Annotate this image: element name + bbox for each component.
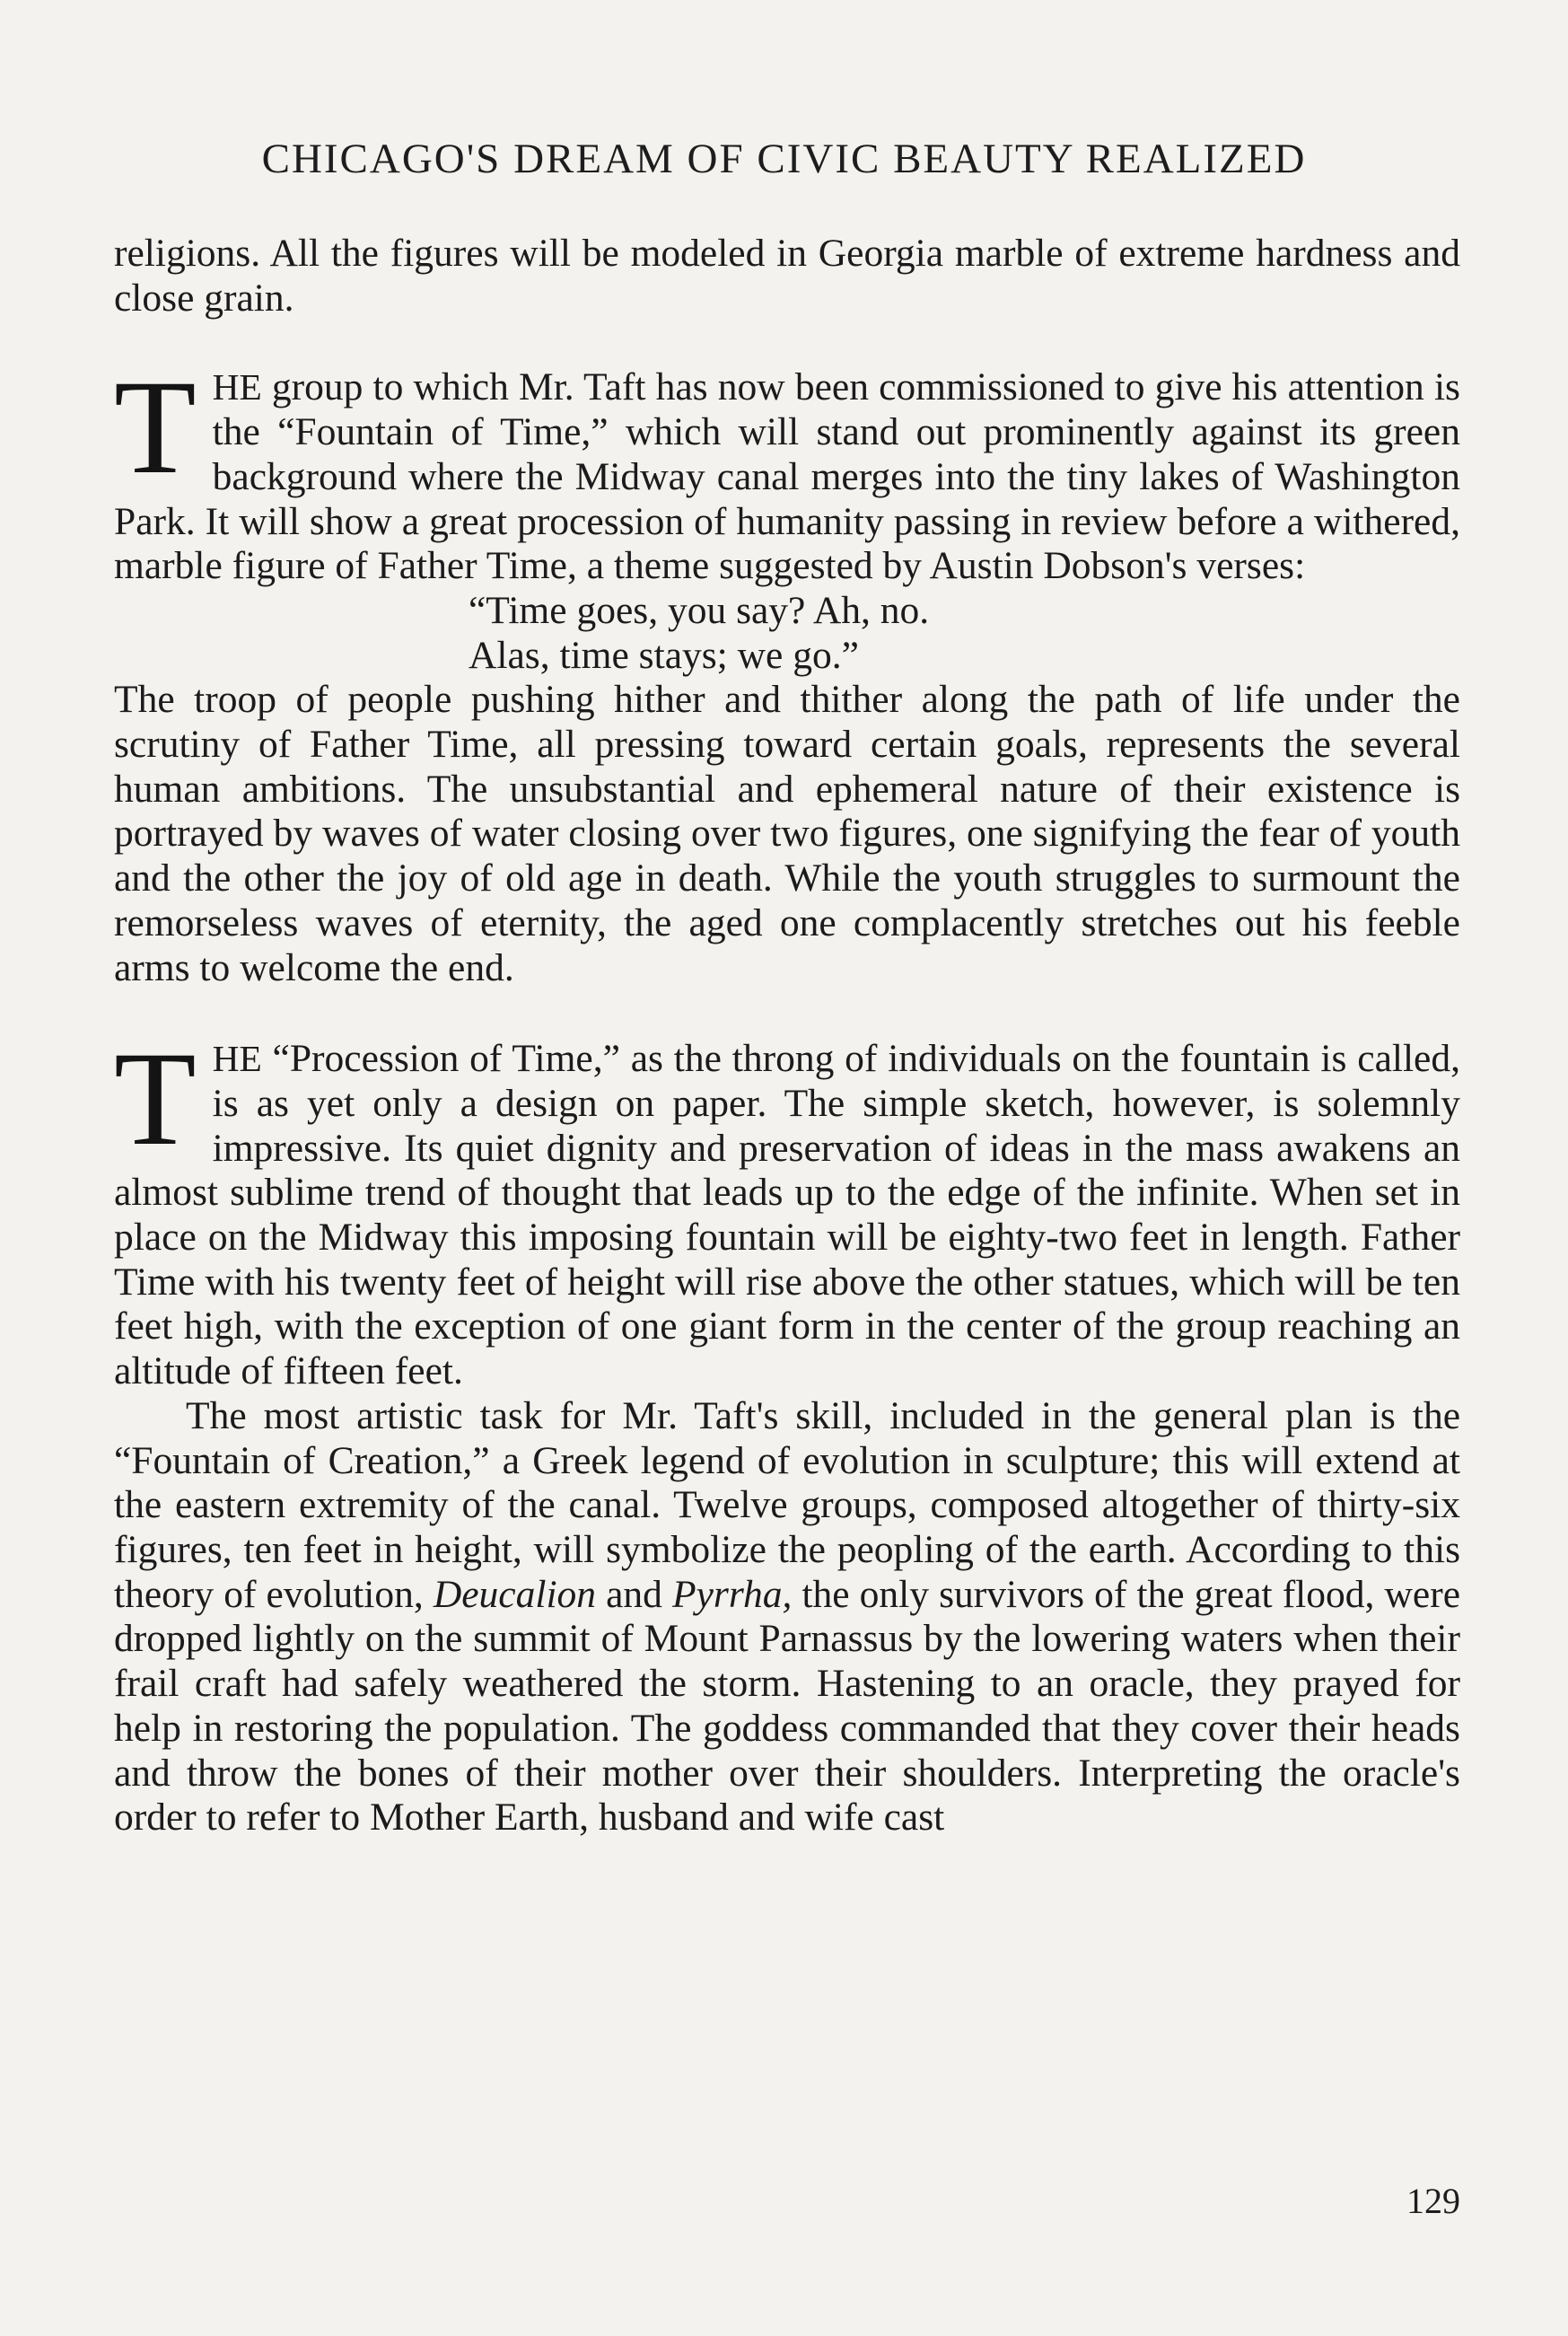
paragraph-continued: religions. All the figures will be modeled in Georgia marble of extreme hardness and close grain. (114, 232, 1460, 320)
running-head: CHICAGO'S DREAM OF CIVIC BEAUTY REALIZED (261, 136, 1307, 182)
body-text (114, 232, 1460, 1840)
drop-cap: T (114, 1024, 197, 1174)
paragraph-fountain-of-time (114, 353, 1460, 589)
paragraph-fountain-of-creation (114, 1394, 1460, 1840)
lead-word: HE (212, 366, 262, 408)
paragraph-text: and (596, 1572, 673, 1616)
verse-line: Alas, time stays; we go.” (469, 633, 859, 677)
paragraph-text: “Procession of Time,” as the throng of individuals on the fountain is called, is as yet only a design on paper. The simple sketch, however, is solemnly impressive. Its quiet dignity and preservation of ideas in the mass awakens an almost sublime trend of thought that leads up to the edge of the infinite. When set in place on the Midway this imposing fountain will be eighty-two feet in length. Father Time with his twenty feet of height will rise above the other statues, which will be ten feet high, with the exception of one giant form in the center of the group reaching an altitude of fifteen feet. (114, 1037, 1460, 1393)
paragraph-text: the only survivors of the great flood, were dropped lightly on the summit of Mount Parnassus by the lowering waters when their frail craft had safely weathered the storm. Hastening to an oracle, they prayed for help in restoring the population. The goddess commanded that they cover their heads and throw the bones of their mother over their shoulders. Interpreting the oracle's order to refer to Mother Earth, husband and wife cast (114, 1572, 1461, 1840)
paragraph-text: group to which Mr. Taft has now been commissioned to give his attention is the “Fountain of Time,” which will stand out prominently against its green background where the Midway canal merges into the tiny lakes of Washington Park. It will show a great procession of humanity passing in review before a withered, marble figure of Father Time, a theme suggested by Austin Dobson's verses: (114, 365, 1460, 588)
paragraph-text: The most artistic task for Mr. Taft's skill, included in the general plan is the “Fountain of Creation,” a Greek legend of evolution in sculpture; this will extend at the eastern extremity of the canal. Twelve groups, composed altogether of thirty-six figures, ten feet in height, will symbolize the peopling of the earth. According to this theory of evolution, (114, 1393, 1460, 1616)
drop-cap: T (114, 353, 197, 503)
italic-name: Pyrrha, (672, 1572, 793, 1616)
paragraph-procession-of-time (114, 1024, 1460, 1394)
lead-word: HE (212, 1038, 262, 1080)
italic-name: Deucalion (433, 1572, 597, 1616)
paragraph-after-verse: The troop of people pushing hither and thither along the path of life under the scrutiny of Father Time, all pressing toward certain goals, represents the several human ambitions. The unsubstantial and ephemeral nature of their existence is portrayed by waves of water closing over two figures, one signifying the fear of youth and the other the joy of old age in death. While the youth struggles to surmount the remorseless waves of eternity, the aged one complacently stretches out his feeble arms to welcome the end. (114, 678, 1460, 989)
page-number: 129 (1406, 2181, 1460, 2221)
verse-line: “Time goes, you say? Ah, no. (469, 588, 930, 632)
